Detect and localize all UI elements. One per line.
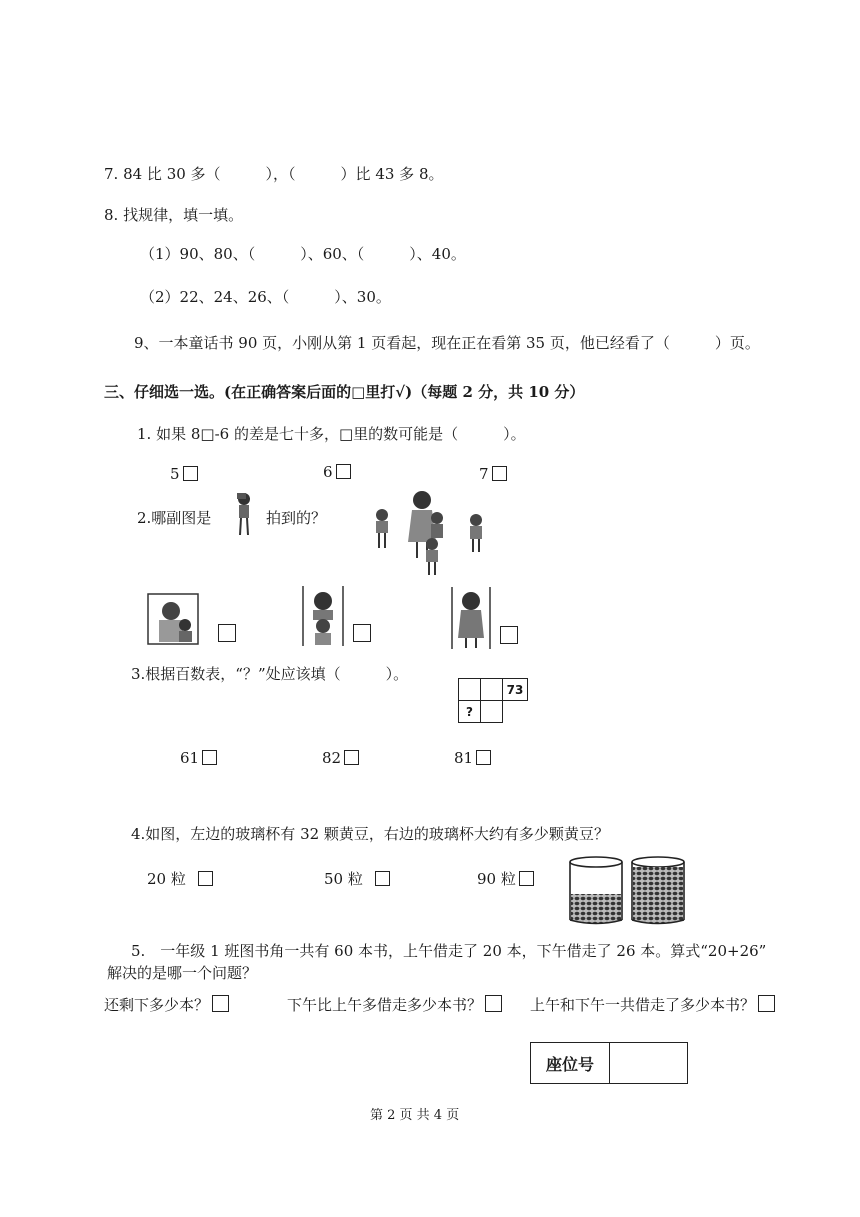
hundred-chart-cell [480, 700, 503, 723]
q1-option-b-checkbox[interactable] [336, 464, 351, 479]
camera-child-icon [232, 490, 258, 540]
q2-option-a-checkbox[interactable] [218, 624, 236, 642]
q4-option-a: 20 粒 [147, 869, 213, 888]
q1-option-a-checkbox[interactable] [183, 466, 198, 481]
seat-number-label: 座位号 [531, 1043, 610, 1083]
q1-option-c: 7 [479, 464, 507, 483]
question-7: 7. 84 比 30 多（ ），（ ）比 43 多 8。 [104, 165, 444, 183]
q3-option-b-checkbox[interactable] [344, 750, 359, 765]
choice-question-2-before: 2.哪副图是 [137, 509, 212, 527]
page-footer: 第 2 页 共 4 页 [370, 1108, 460, 1123]
q5-option-c: 上午和下午一共借走了多少本书？ [530, 995, 775, 1014]
glass-jar-right-icon [630, 856, 686, 928]
q3-option-c-checkbox[interactable] [476, 750, 491, 765]
hundred-chart-cell [458, 678, 481, 701]
choice-question-3: 3.根据百数表，“？”处应该填（ ）。 [131, 665, 409, 683]
q5-option-c-checkbox[interactable] [758, 995, 775, 1012]
choice-question-5-line-1: 5. 一年级 1 班图书角一共有 60 本书，上午借走了 20 本，下午借走了 26 本。算式“20+26” [131, 942, 767, 960]
q1-option-b: 6 [323, 462, 351, 481]
question-8-part-2: （2）22、24、26、（ ）、30。 [140, 288, 391, 306]
q2-picture-b [301, 585, 345, 647]
q5-option-b-checkbox[interactable] [485, 995, 502, 1012]
q4-option-b-checkbox[interactable] [375, 871, 390, 886]
q4-option-a-checkbox[interactable] [198, 871, 213, 886]
q1-option-c-checkbox[interactable] [492, 466, 507, 481]
hundred-chart-cell-question: ? [458, 700, 481, 723]
glass-jar-left-icon [568, 856, 624, 928]
question-8-title: 8. 找规律，填一填。 [104, 206, 244, 224]
q4-option-b: 50 粒 [324, 869, 390, 888]
q5-option-b: 下午比上午多借走多少本书？ [287, 995, 502, 1014]
q3-option-b: 82 [322, 748, 359, 767]
q3-option-a-checkbox[interactable] [202, 750, 217, 765]
choice-question-4: 4.如图，左边的玻璃杯有 32 颗黄豆，右边的玻璃杯大约有多少颗黄豆？ [131, 825, 609, 843]
seat-number-box [530, 1042, 688, 1084]
scene-people-illustration [370, 486, 490, 578]
question-9: 9、一本童话书 90 页，小刚从第 1 页看起，现在正在看第 35 页，他已经看了（ ）页。 [134, 334, 760, 352]
q2-option-c-checkbox[interactable] [500, 626, 518, 644]
hundred-chart-cell [480, 678, 503, 701]
q2-picture-c [450, 586, 492, 650]
choice-question-5-line-2: 解决的是哪一个问题？ [107, 964, 258, 982]
choice-question-1: 1. 如果 8□-6 的差是七十多，□里的数可能是（ ）。 [137, 425, 526, 443]
q4-option-c: 90 粒 [477, 869, 534, 888]
q2-picture-a [147, 593, 199, 645]
q5-option-a-checkbox[interactable] [212, 995, 229, 1012]
q3-option-c: 81 [454, 748, 491, 767]
q4-option-c-checkbox[interactable] [519, 871, 534, 886]
q2-option-b-checkbox[interactable] [353, 624, 371, 642]
q5-option-a: 还剩下多少本？ [104, 995, 229, 1014]
question-8-part-1: （1）90、80、（ ）、60、（ ）、40。 [140, 245, 466, 263]
q1-option-a: 5 [170, 464, 198, 483]
hundred-chart-cell-73: 73 [502, 678, 528, 701]
section-3-heading: 三、仔细选一选。(在正确答案后面的□里打√)（每题 2 分，共 10 分） [104, 383, 585, 401]
choice-question-2-after: 拍到的？ [266, 509, 327, 527]
q3-option-a: 61 [180, 748, 217, 767]
